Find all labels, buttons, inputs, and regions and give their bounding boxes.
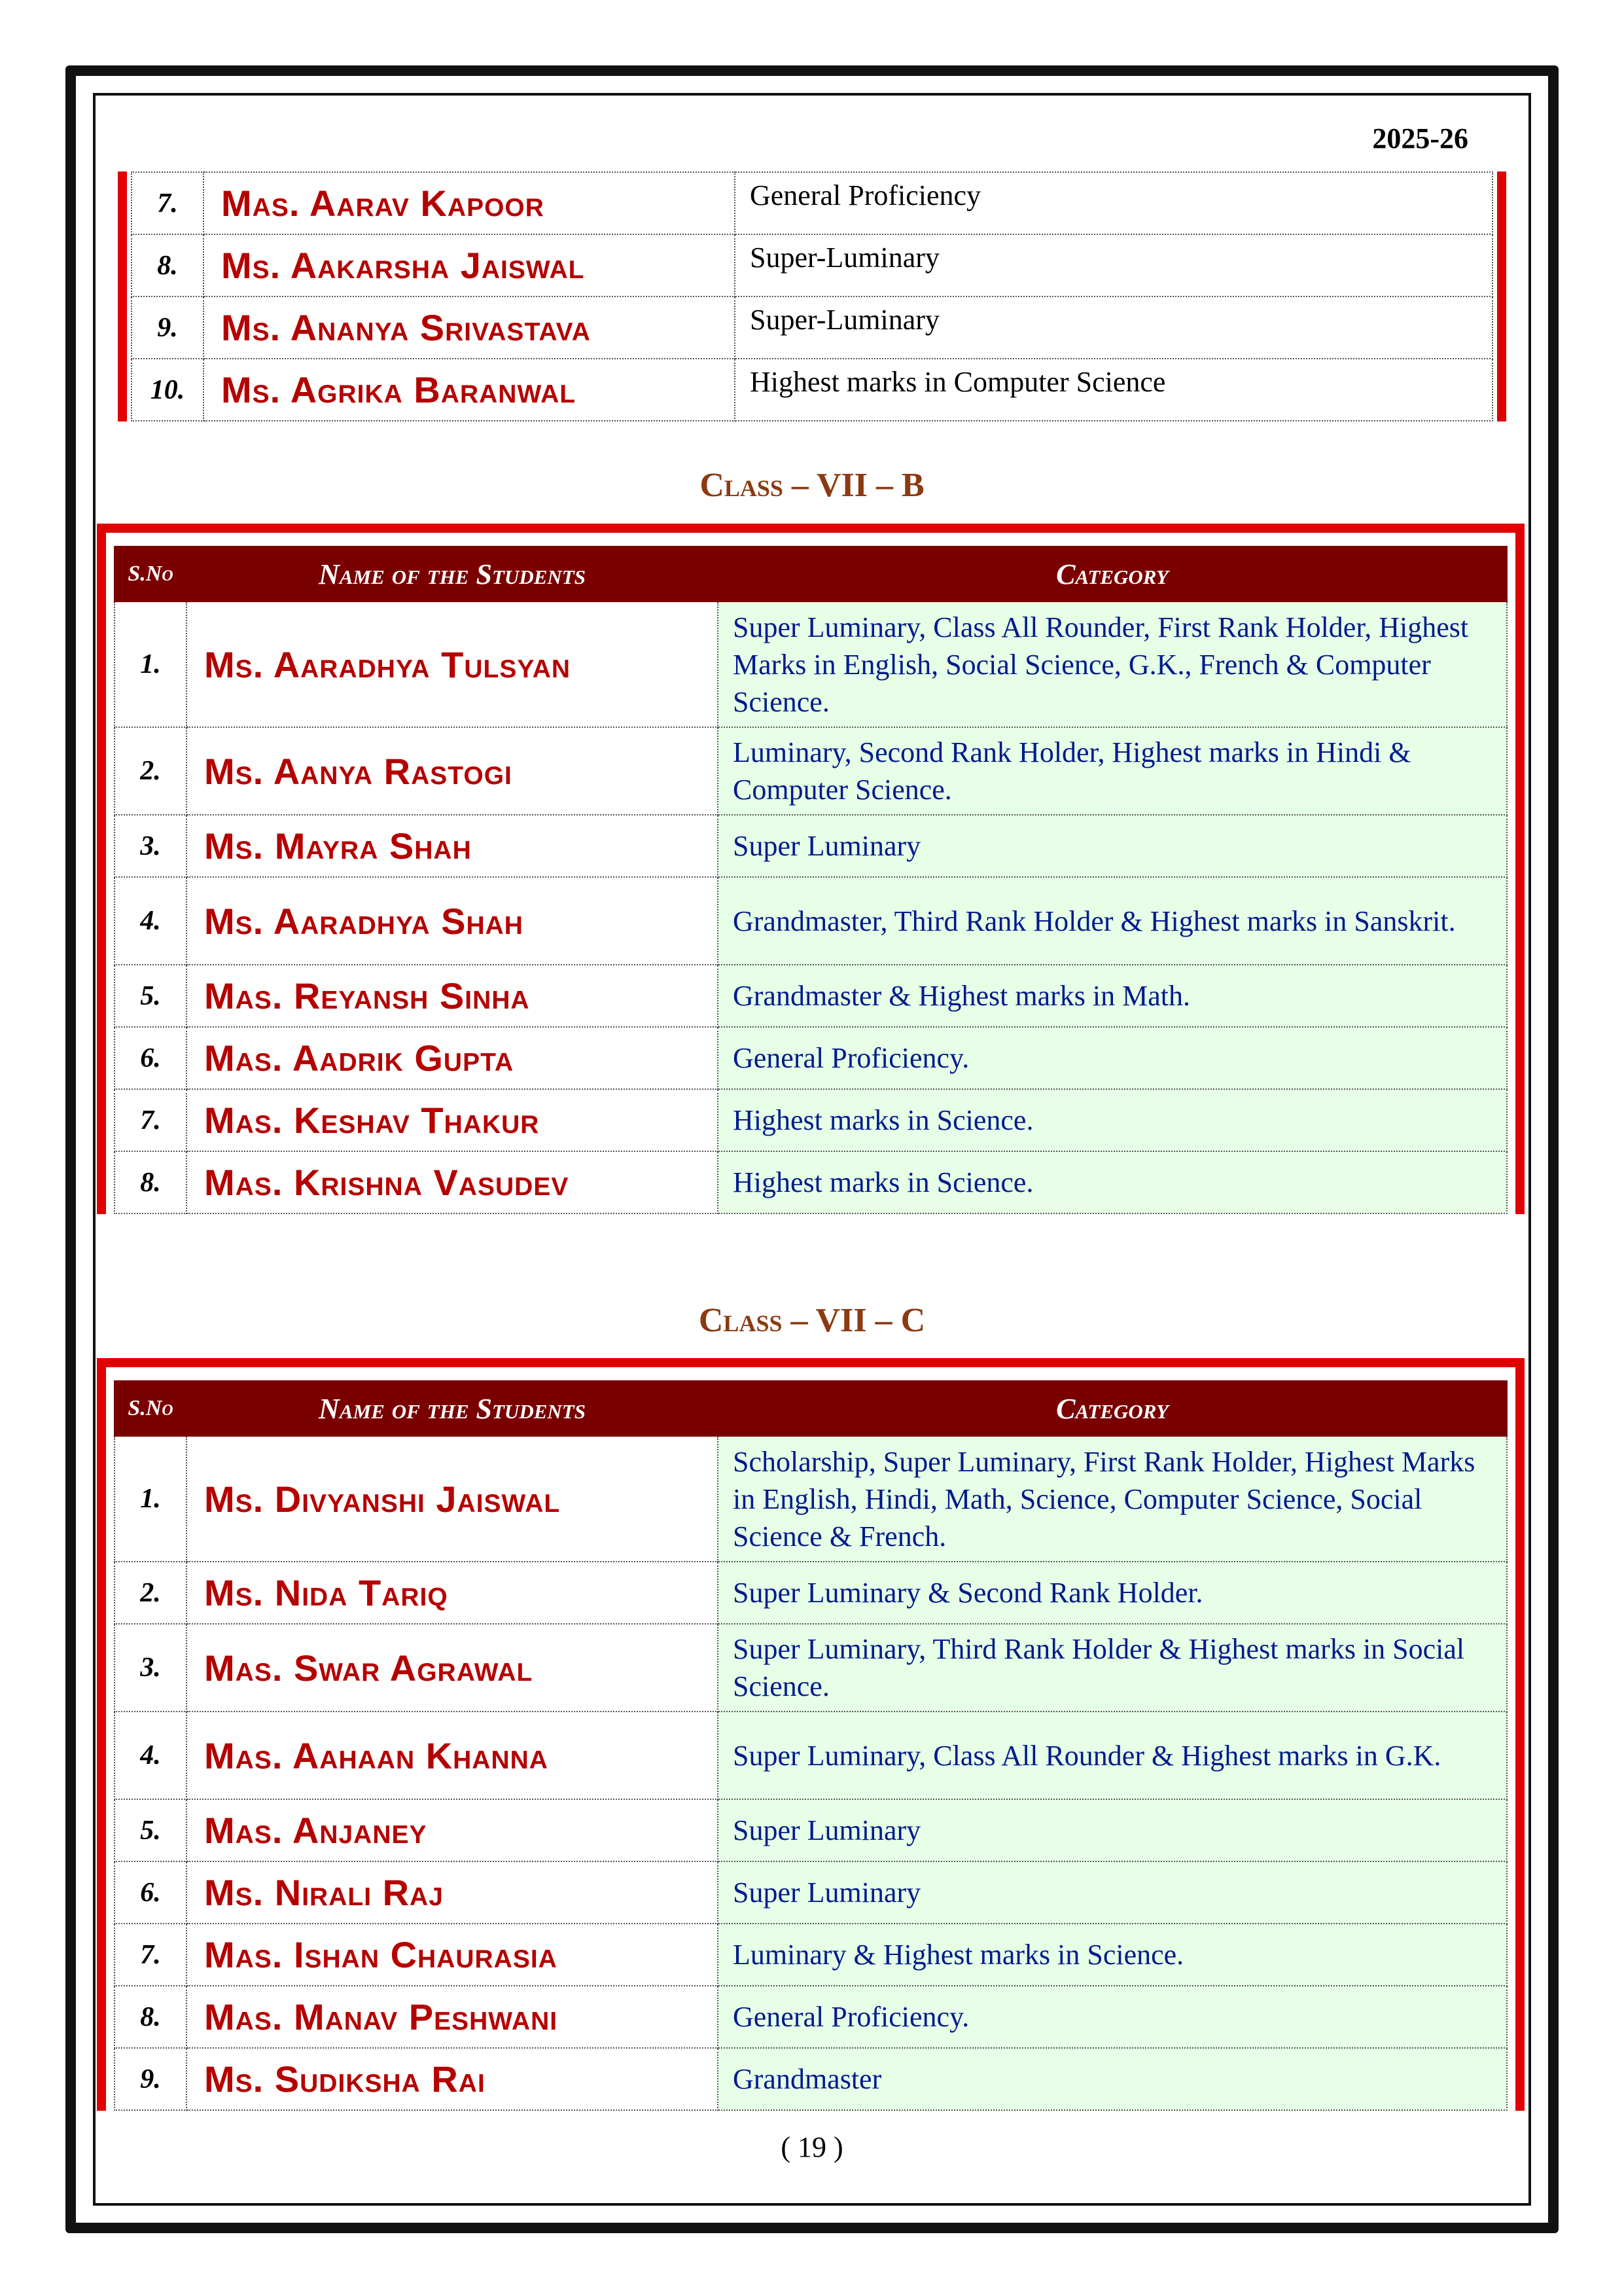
top-table-container bbox=[118, 171, 1506, 422]
row-category: Super-Luminary bbox=[735, 234, 1492, 296]
section-title-class-c: Class – VII – C bbox=[698, 1302, 926, 1339]
class-b-table-container bbox=[97, 524, 1525, 1214]
table-header-row bbox=[115, 1381, 1507, 1436]
row-sno: 1. bbox=[115, 601, 186, 727]
table-row bbox=[132, 296, 1492, 359]
row-student-name: Mas. Anjaney bbox=[186, 1799, 718, 1861]
row-category: Super Luminary bbox=[718, 815, 1507, 877]
header-category: Category bbox=[718, 1381, 1507, 1436]
row-category: Super Luminary bbox=[718, 1861, 1507, 1924]
table-row bbox=[115, 1436, 1507, 1562]
table-header-row bbox=[115, 547, 1507, 601]
row-student-name: Mas. Aahaan Khanna bbox=[186, 1712, 718, 1799]
table-row bbox=[115, 877, 1507, 965]
row-sno: 8. bbox=[115, 1986, 186, 2048]
page-number: ( 19 ) bbox=[781, 2131, 843, 2163]
row-sno: 6. bbox=[115, 1861, 186, 1924]
row-sno: 7. bbox=[132, 172, 203, 234]
row-sno: 9. bbox=[115, 2048, 186, 2110]
table-row bbox=[132, 359, 1492, 421]
row-student-name: Ms. Aanya Rastogi bbox=[186, 727, 718, 815]
class-b-table bbox=[114, 546, 1508, 1214]
row-sno: 3. bbox=[115, 815, 186, 877]
row-category: Highest marks in Computer Science bbox=[735, 359, 1492, 421]
section-title-class-b: Class – VII – B bbox=[699, 467, 925, 504]
row-sno: 5. bbox=[115, 965, 186, 1027]
class-c-table bbox=[114, 1380, 1508, 2111]
row-category: General Proficiency bbox=[735, 172, 1492, 234]
table-row bbox=[115, 1151, 1507, 1213]
row-category: Grandmaster bbox=[718, 2048, 1507, 2110]
table-row bbox=[115, 815, 1507, 877]
header-category: Category bbox=[718, 547, 1507, 601]
top-table bbox=[131, 171, 1493, 422]
row-sno: 9. bbox=[132, 296, 203, 359]
row-student-name: Mas. Reyansh Sinha bbox=[186, 965, 718, 1027]
table-row bbox=[115, 1027, 1507, 1089]
row-student-name: Ms. Mayra Shah bbox=[186, 815, 718, 877]
row-category: Super-Luminary bbox=[735, 296, 1492, 359]
row-student-name: Mas. Aadrik Gupta bbox=[186, 1027, 718, 1089]
row-student-name: Ms. Aaradhya Shah bbox=[186, 877, 718, 965]
row-student-name: Mas. Krishna Vasudev bbox=[186, 1151, 718, 1213]
academic-year: 2025-26 bbox=[1372, 122, 1468, 154]
row-student-name: Ms. Aaradhya Tulsyan bbox=[186, 601, 718, 727]
header-name: Name of the Students bbox=[186, 1381, 718, 1436]
row-student-name: Ms. Agrika Baranwal bbox=[203, 359, 735, 421]
row-category: General Proficiency. bbox=[718, 1027, 1507, 1089]
table-row bbox=[115, 601, 1507, 727]
row-student-name: Mas. Manav Peshwani bbox=[186, 1986, 718, 2048]
row-sno: 4. bbox=[115, 1712, 186, 1799]
row-student-name: Ms. Sudiksha Rai bbox=[186, 2048, 718, 2110]
row-sno: 8. bbox=[115, 1151, 186, 1213]
table-row bbox=[115, 727, 1507, 815]
table-row bbox=[115, 1799, 1507, 1861]
row-student-name: Ms. Nida Tariq bbox=[186, 1562, 718, 1624]
row-sno: 10. bbox=[132, 359, 203, 421]
header-sno: S.No bbox=[115, 547, 186, 601]
row-sno: 8. bbox=[132, 234, 203, 296]
row-student-name: Ms. Nirali Raj bbox=[186, 1861, 718, 1924]
header-sno: S.No bbox=[115, 1381, 186, 1436]
row-category: General Proficiency. bbox=[718, 1986, 1507, 2048]
row-category: Super Luminary, Class All Rounder, First Rank Holder, Highest Marks in English, Social Science, G.K., French & Computer Science. bbox=[718, 601, 1507, 727]
row-student-name: Ms. Ananya Srivastava bbox=[203, 296, 735, 359]
row-sno: 7. bbox=[115, 1924, 186, 1986]
row-sno: 7. bbox=[115, 1089, 186, 1151]
row-sno: 5. bbox=[115, 1799, 186, 1861]
table-row bbox=[115, 1089, 1507, 1151]
row-sno: 6. bbox=[115, 1027, 186, 1089]
row-category: Super Luminary & Second Rank Holder. bbox=[718, 1562, 1507, 1624]
row-sno: 1. bbox=[115, 1436, 186, 1562]
row-category: Super Luminary, Class All Rounder & Highest marks in G.K. bbox=[718, 1712, 1507, 1799]
row-sno: 2. bbox=[115, 727, 186, 815]
row-student-name: Mas. Keshav Thakur bbox=[186, 1089, 718, 1151]
table-row bbox=[115, 1562, 1507, 1624]
table-row bbox=[115, 2048, 1507, 2110]
header-name: Name of the Students bbox=[186, 547, 718, 601]
row-student-name: Mas. Aarav Kapoor bbox=[203, 172, 735, 234]
class-c-table-container bbox=[97, 1358, 1525, 2111]
row-category: Scholarship, Super Luminary, First Rank Holder, Highest Marks in English, Hindi, Math, Science, Computer Science, Social Science & French. bbox=[718, 1436, 1507, 1562]
table-row bbox=[132, 234, 1492, 296]
table-row bbox=[115, 1986, 1507, 2048]
row-category: Highest marks in Science. bbox=[718, 1089, 1507, 1151]
row-student-name: Ms. Aakarsha Jaiswal bbox=[203, 234, 735, 296]
row-category: Highest marks in Science. bbox=[718, 1151, 1507, 1213]
table-row bbox=[115, 1861, 1507, 1924]
row-sno: 3. bbox=[115, 1624, 186, 1712]
row-category: Luminary & Highest marks in Science. bbox=[718, 1924, 1507, 1986]
row-category: Luminary, Second Rank Holder, Highest marks in Hindi & Computer Science. bbox=[718, 727, 1507, 815]
row-student-name: Ms. Divyanshi Jaiswal bbox=[186, 1436, 718, 1562]
row-category: Super Luminary, Third Rank Holder & Highest marks in Social Science. bbox=[718, 1624, 1507, 1712]
row-student-name: Mas. Swar Agrawal bbox=[186, 1624, 718, 1712]
row-sno: 4. bbox=[115, 877, 186, 965]
table-row bbox=[115, 1712, 1507, 1799]
table-row bbox=[115, 1624, 1507, 1712]
row-category: Grandmaster, Third Rank Holder & Highest marks in Sanskrit. bbox=[718, 877, 1507, 965]
row-category: Grandmaster & Highest marks in Math. bbox=[718, 965, 1507, 1027]
row-category: Super Luminary bbox=[718, 1799, 1507, 1861]
table-row bbox=[132, 172, 1492, 234]
row-student-name: Mas. Ishan Chaurasia bbox=[186, 1924, 718, 1986]
table-row bbox=[115, 965, 1507, 1027]
table-row bbox=[115, 1924, 1507, 1986]
row-sno: 2. bbox=[115, 1562, 186, 1624]
